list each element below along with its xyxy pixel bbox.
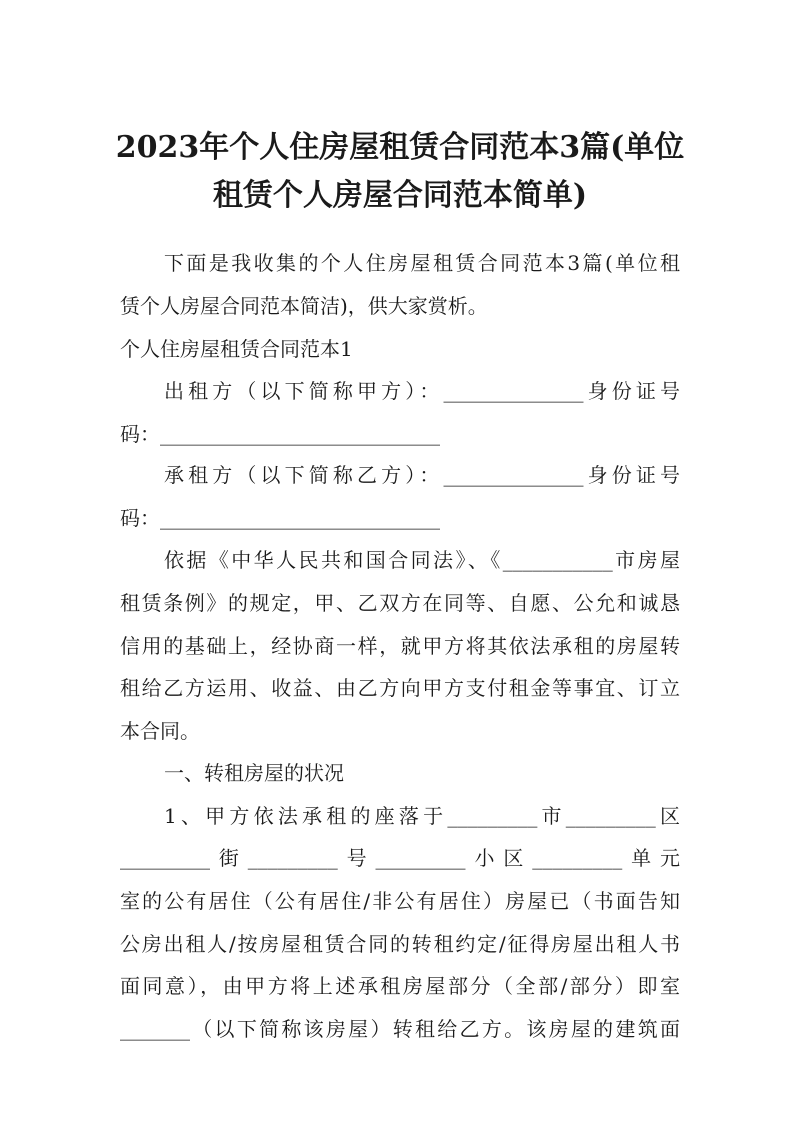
lessee-id-line: 码：____________________________ xyxy=(120,506,440,530)
lessor-id-line: 码：____________________________ xyxy=(120,422,440,446)
document-title-line-1: 2023年个人住房屋租赁合同范本3篇(单位 xyxy=(115,130,685,165)
basis-line-2: 租赁条例》的规定，甲、乙双方在同等、自愿、公允和诚恳 xyxy=(120,591,680,615)
clause-1-line-3: 室的公有居住（公有居住/非公有居住）房屋已（书面告知 xyxy=(120,889,680,913)
document-title-line-2: 租赁个人房屋合同范本简单) xyxy=(212,178,588,213)
intro-line-1: 下面是我收集的个人住房屋租赁合同范本3篇(单位租 xyxy=(164,251,680,275)
lessee-line: 承租方（以下简称乙方）：______________身份证号 xyxy=(164,463,680,487)
basis-line-3: 信用的基础上，经协商一样，就甲方将其依法承租的房屋转 xyxy=(120,634,680,658)
basis-line-4: 租给乙方运用、收益、由乙方向甲方支付租金等事宜、订立 xyxy=(120,676,680,700)
clause-1-line-2: _________街_________号_________小区_________单元 xyxy=(120,846,680,870)
clause-1-line-5: 面同意），由甲方将上述承租房屋部分（全部/部分）即室 xyxy=(120,974,680,998)
lessor-line: 出租方（以下简称甲方）：______________身份证号 xyxy=(164,379,680,403)
basis-line-5: 本合同。 xyxy=(120,719,200,743)
section-heading-contract-1: 个人住房屋租赁合同范本1 xyxy=(120,337,353,361)
clause-1-line-1: 1、甲方依法承租的座落于_________市_________区 xyxy=(164,804,680,828)
section-heading-1: 一、转租房屋的状况 xyxy=(164,761,344,785)
clause-1-line-6: _______（以下简称该房屋）转租给乙方。该房屋的建筑面 xyxy=(120,1017,680,1041)
clause-1-line-4: 公房出租人/按房屋租赁合同的转租约定/征得房屋出租人书 xyxy=(120,932,680,956)
intro-line-2: 赁个人房屋合同范本简洁)，供大家赏析。 xyxy=(120,294,488,318)
basis-line-1: 依据《中华人民共和国合同法》、《___________市房屋 xyxy=(164,548,680,572)
